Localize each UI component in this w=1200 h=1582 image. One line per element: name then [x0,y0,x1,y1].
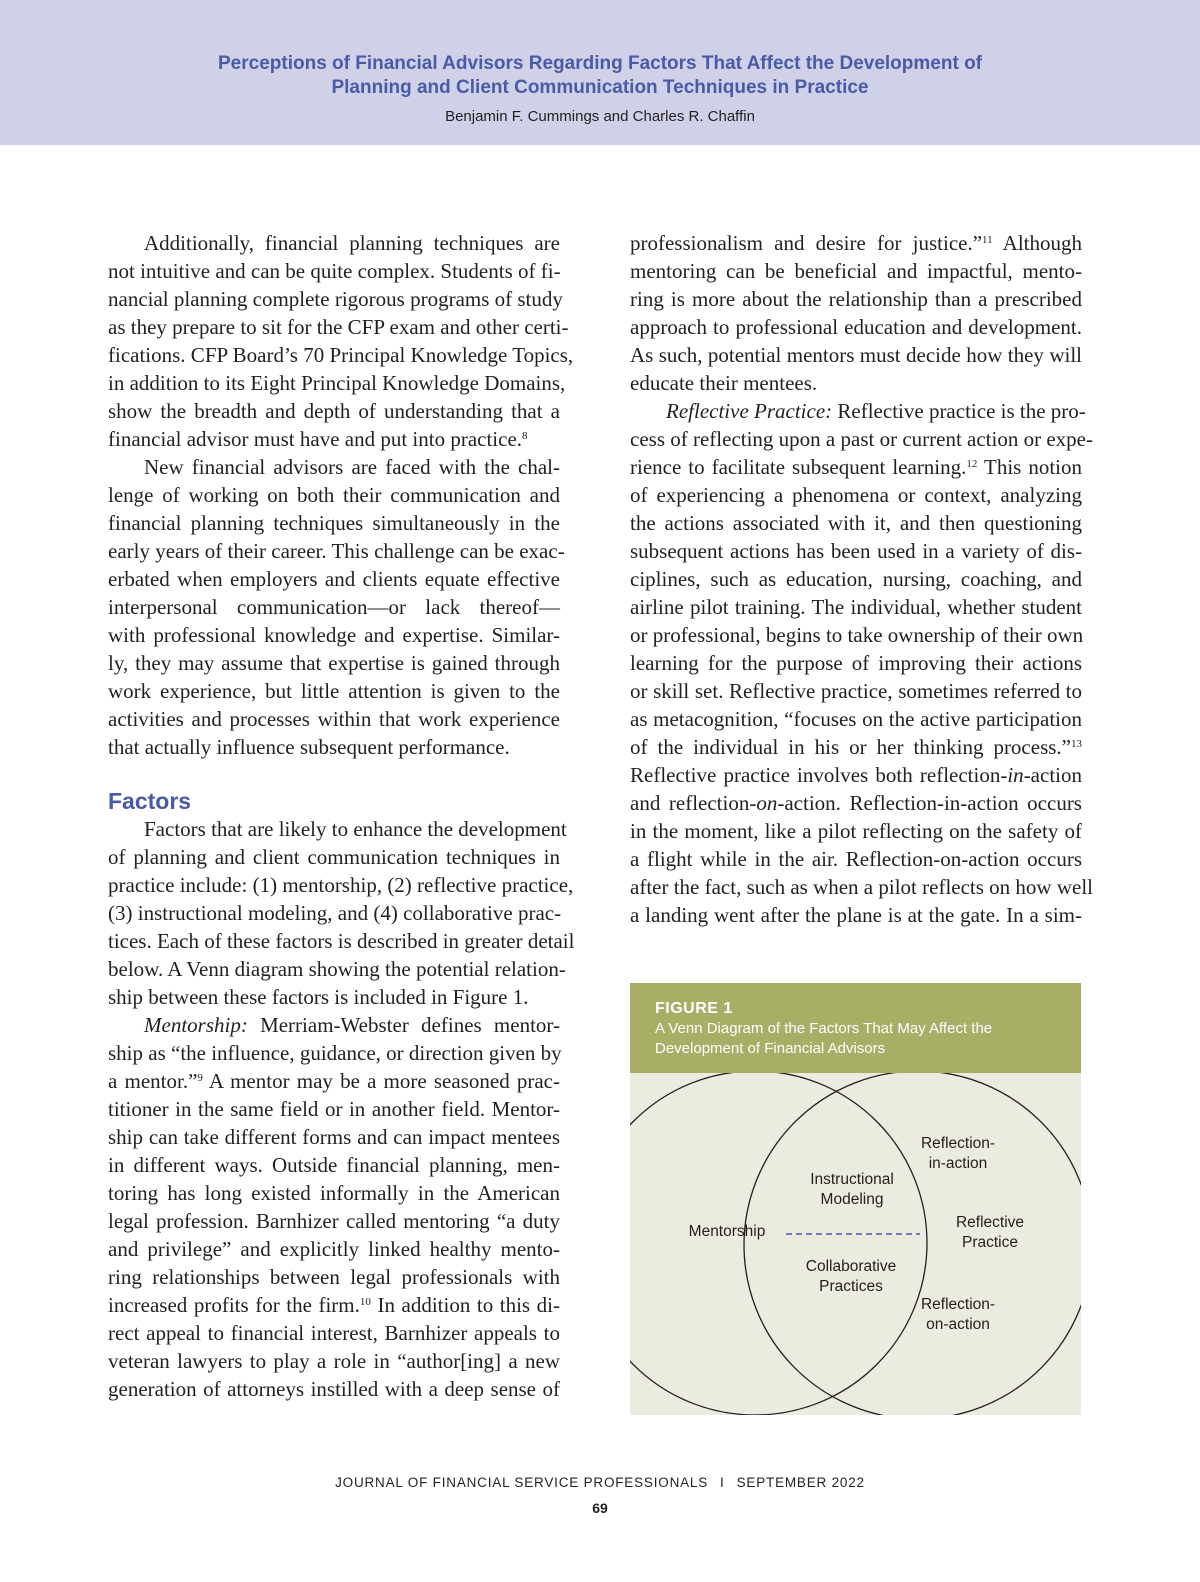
article-title [0,52,1200,100]
text-line: show the breadth and depth of understanding that a [108,399,560,423]
venn-label-mentorship: Mentorship [688,1223,766,1240]
text-line: Reflective practice involves both reflection-in-action [630,763,1082,787]
text-line: lenge of working on both their communication and [108,483,560,507]
run-in-term: Mentorship: [144,1013,248,1037]
text-line: Factors that are likely to enhance the development [144,817,567,841]
text-line: increased profits for the firm.$^{10}$ In addition to this di- [108,1293,560,1317]
text-line: or professional, begins to take ownership of their own [630,623,1084,647]
text-line: that actually influence subsequent performance. [108,735,510,759]
venn-label-instructional-modeling: Instructional Modeling [810,1171,894,1208]
paragraph-reflective-practice [630,397,1093,929]
text-line: ship as “the influence, guidance, or direction given by [108,1041,562,1065]
text-line: activities and processes within that work experience [108,707,560,731]
run-in-term: Reflective Practice: [666,399,833,423]
footnote-ref: 9 [197,1072,203,1084]
text-line: the actions associated with it, and then questioning [630,511,1082,535]
venn-label-collaborative-practices: Collaborative Practices [805,1258,897,1295]
text-line: a flight while in the air. Reflection-on-action occurs [630,847,1082,871]
text-line: a landing went after the plane is at the gate. In a sim- [630,903,1082,927]
page-footer [0,1475,1200,1490]
footnote-ref: 11 [982,234,993,246]
text-line: fications. CFP Board’s 70 Principal Knowledge Topics, [108,343,574,367]
text-line: tices. Each of these factors is described in greater detail [108,929,575,953]
text-line: generation of attorneys instilled with a deep sense of [108,1377,560,1401]
text-line: subsequent actions has been used in a variety of dis- [630,539,1082,563]
figure-title: A Venn Diagram of the Factors That May Affect the Development of Financial Advisors [655,1020,993,1057]
footnote-ref: 12 [966,458,978,470]
article-title-line-2: Planning and Client Communication Techniques in Practice [331,77,869,98]
text-line: airline pilot training. The individual, whether student [630,595,1082,619]
text-line: and privilege” and explicitly linked healthy mento- [108,1237,560,1261]
text-line: early years of their career. This challenge can be exac- [108,539,565,563]
article-title-line-1: Perceptions of Financial Advisors Regarding Factors That Affect the Development of [218,53,982,74]
text-line: As such, potential mentors must decide how they will [630,343,1082,367]
text-line: financial advisor must have and put into practice.$^8$ [108,427,528,451]
text-line: cess of reflecting upon a past or current action or expe- [630,427,1093,451]
text-line: rience to facilitate subsequent learning.$^{12}$ This notion [630,455,1083,479]
text-line: of planning and client communication techniques in [108,845,560,869]
paragraph-mentorship [108,1011,560,1403]
page-number: 69 [592,1500,608,1516]
text-line: work experience, but little attention is given to the [108,679,560,703]
right-column [630,229,1093,929]
text-line: veteran lawyers to play a role in “author[ing] a new [108,1349,560,1373]
text-line: Reflective Practice: Reflective practice is the pro- [666,399,1086,423]
text-line: mentoring can be beneficial and impactful, mento- [630,259,1082,283]
issue-date: SEPTEMBER 2022 [736,1475,865,1490]
text-line: of the individual in his or her thinking process.”$^{13}$ [630,735,1082,759]
footnote-ref: 10 [359,1296,371,1308]
text-line: not intuitive and can be quite complex. Students of fi- [108,259,561,283]
footnote-ref: 13 [1071,738,1082,750]
text-line: approach to professional education and development. [630,315,1082,339]
article-authors: Benjamin F. Cummings and Charles R. Chaffin [445,108,755,125]
text-line: below. A Venn diagram showing the potential relation- [108,957,566,981]
venn-diagram [630,1073,1081,1415]
paragraph-factors [108,815,575,1011]
figure-1 [630,983,1081,1415]
text-line: as they prepare to sit for the CFP exam and other certi- [108,315,569,339]
text-line: legal profession. Barnhizer called mentoring “a duty [108,1209,560,1233]
text-line: ring relationships between legal professionals with [108,1265,560,1289]
text-line: professionalism and desire for justice.”$^{11}$ Although [630,231,1082,255]
venn-label-reflection-in-action: Reflection-in-action [920,1135,996,1172]
text-line: Mentorship: Merriam-Webster defines mentor- [144,1013,560,1037]
journal-name: JOURNAL OF FINANCIAL SERVICE PROFESSIONALS [335,1475,709,1490]
page-header-banner [0,0,1200,145]
text-line: ship between these factors is included in Figure 1. [108,985,529,1009]
text-line: nancial planning complete rigorous programs of study [108,287,563,311]
text-line: rect appeal to financial interest, Barnhizer appeals to [108,1321,560,1345]
text-line: in the moment, like a pilot reflecting on the safety of [630,819,1082,843]
text-line: New financial advisors are faced with the chal- [144,455,560,479]
text-line: toring has long existed informally in the American [108,1181,560,1205]
text-line: with professional knowledge and expertise. Similar- [108,623,560,647]
text-line: ly, they may assume that expertise is gained through [108,651,560,675]
venn-label-reflective-practice: Reflective Practice [955,1214,1025,1251]
text-line: ship can take different forms and can impact mentees [108,1125,560,1149]
text-line: (3) instructional modeling, and (4) collaborative prac- [108,901,562,925]
figure-header [630,983,1081,1073]
paragraph-intro [108,229,574,453]
footnote-ref: 8 [522,430,528,442]
paragraph-new-advisors [108,453,565,761]
text-line: titioner in the same field or in another field. Mentor- [108,1097,560,1121]
text-line: ring is more about the relationship than a prescribed [630,287,1082,311]
text-line: in different ways. Outside financial planning, men- [108,1153,560,1177]
venn-circle-right [744,1073,1081,1415]
paragraph-mentorship-continued [630,229,1082,397]
text-line: in addition to its Eight Principal Knowledge Domains, [108,371,566,395]
text-line: practice include: (1) mentorship, (2) reflective practice, [108,873,574,897]
venn-circle-left [630,1073,927,1415]
text-line: learning for the purpose of improving their actions [630,651,1082,675]
text-line: ciplines, such as education, nursing, coaching, and [630,567,1082,591]
text-line: interpersonal communication—or lack thereof— [108,595,560,619]
text-line: or skill set. Reflective practice, sometimes referred to [630,679,1082,703]
text-line: educate their mentees. [630,371,818,395]
footer-separator: I [720,1475,725,1490]
text-line: and reflection-on-action. Reflection-in-action occurs [630,791,1082,815]
venn-label-reflection-on-action: Reflection-on-action [920,1296,996,1333]
text-line: erbated when employers and clients equate effective [108,567,560,591]
section-heading-factors: Factors [108,788,192,814]
text-line: after the fact, such as when a pilot reflects on how well [630,875,1093,899]
text-line: financial planning techniques simultaneously in the [108,511,560,535]
text-line: of experiencing a phenomena or context, analyzing [630,483,1082,507]
text-line: Additionally, financial planning techniques are [144,231,560,255]
text-line: a mentor.”$^9$ A mentor may be a more seasoned prac- [108,1069,560,1093]
figure-label: FIGURE 1 [655,1000,733,1017]
left-column [108,229,575,1403]
text-line: as metacognition, “focuses on the active participation [630,707,1082,731]
